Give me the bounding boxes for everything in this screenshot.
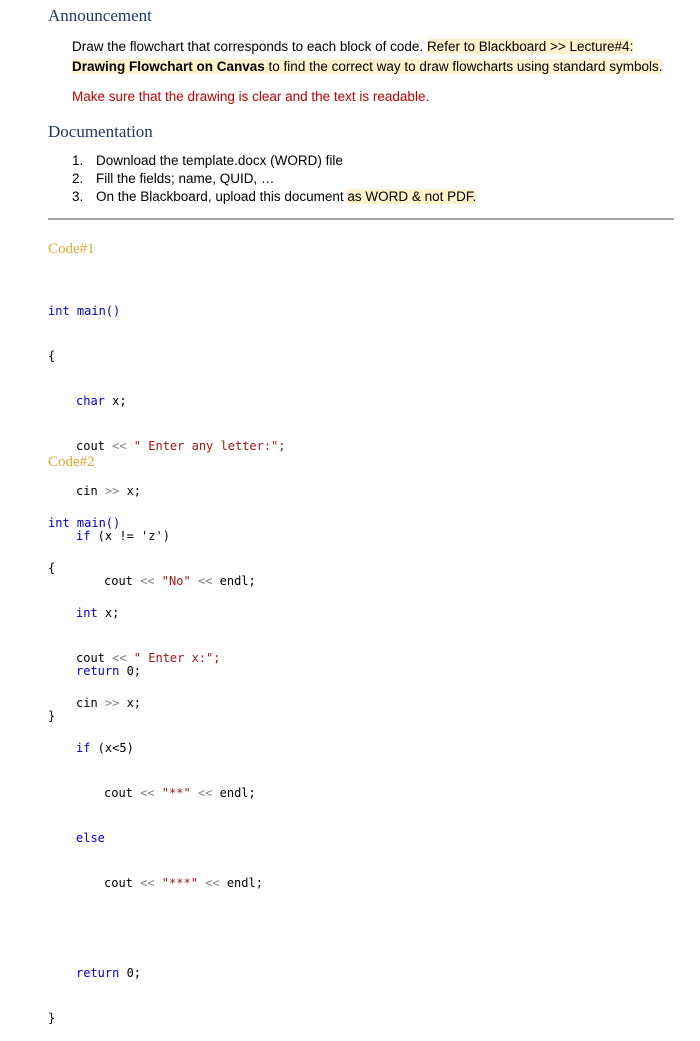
announcement-instructions: [72, 37, 662, 77]
code-operator: <<: [197, 786, 213, 800]
list-text: [96, 188, 476, 206]
code-string: " Enter any letter:";: [126, 439, 286, 453]
code-keyword: if: [76, 529, 91, 543]
section-divider: [48, 218, 674, 220]
code-line: [48, 606, 263, 621]
code-line: {: [48, 561, 56, 575]
code-keyword: return: [76, 966, 120, 980]
code-line: [48, 831, 263, 846]
code-line: [48, 439, 286, 454]
code-text: (x<5): [90, 741, 134, 755]
code-operator: <<: [112, 651, 127, 665]
code-operator: <<: [140, 876, 155, 890]
code-line: }: [48, 1011, 56, 1025]
code-keyword: char: [76, 394, 105, 408]
blackboard-reference: Refer to Blackboard >> Lecture#4:: [426, 39, 634, 54]
lecture-title: Drawing Flowchart on Canvas: [72, 59, 265, 74]
code-line: {: [48, 349, 56, 363]
code-line: [48, 966, 263, 981]
code-string: "**": [154, 786, 198, 800]
instruction-text: Draw the flowchart that corresponds to each block of code.: [72, 39, 427, 54]
code-operator: <<: [197, 574, 213, 588]
code-line: [48, 651, 263, 666]
code-line: [48, 786, 263, 801]
list-number: 3.: [72, 189, 84, 204]
code-text: x;: [104, 394, 127, 408]
list-item: [72, 188, 476, 206]
code-line: }: [48, 709, 56, 723]
code-string: "***": [154, 876, 206, 890]
list-item: [72, 170, 476, 188]
code-operator: >>: [104, 696, 120, 710]
code-line: [48, 394, 286, 409]
code-text: cin: [76, 484, 105, 498]
code-text: 0;: [119, 664, 142, 678]
code2-block: [48, 486, 263, 1041]
code-text: (x != 'z'): [90, 529, 170, 543]
code-text: x;: [119, 696, 142, 710]
code-keyword: else: [76, 831, 105, 845]
code-text: cin: [76, 696, 105, 710]
code-line: [48, 516, 263, 531]
code-text: cout: [76, 439, 113, 453]
code-text: cout: [76, 651, 113, 665]
code-line: [48, 741, 263, 756]
code-line: [48, 304, 286, 319]
code-text: x;: [119, 484, 142, 498]
word-not-pdf: as WORD & not PDF.: [347, 189, 477, 204]
code-string: "No": [154, 574, 198, 588]
documentation-list: [72, 152, 476, 206]
list-text-plain: On the Blackboard, upload this document: [96, 189, 348, 204]
list-number: 1.: [72, 153, 84, 168]
list-number: 2.: [72, 171, 84, 186]
blank-line: [48, 921, 263, 936]
code-keyword: if: [76, 741, 91, 755]
code-line: [48, 696, 263, 711]
code-text: endl;: [212, 574, 256, 588]
code2-title: Code#2: [48, 454, 95, 470]
list-text: Download the template.docx (WORD) file: [96, 153, 343, 168]
code-text: cout: [104, 574, 141, 588]
announcement-heading: Announcement: [48, 6, 152, 25]
code-text: endl;: [219, 876, 263, 890]
list-text: Fill the fields; name, QUID, …: [96, 171, 275, 186]
code-keyword: return: [76, 664, 120, 678]
list-item: [72, 152, 476, 170]
code1-title: Code#1: [48, 241, 95, 257]
code-operator: <<: [112, 439, 127, 453]
code-string: " Enter x:";: [126, 651, 221, 665]
code-keyword: int main(): [48, 304, 121, 318]
code-operator: <<: [205, 876, 220, 890]
code-line: [48, 876, 263, 891]
code-text: x;: [97, 606, 120, 620]
code-keyword: int main(): [48, 516, 121, 530]
code-keyword: int: [76, 606, 98, 620]
code-text: cout: [104, 876, 141, 890]
code-text: cout: [104, 786, 141, 800]
documentation-heading: Documentation: [48, 122, 153, 141]
code-operator: <<: [140, 574, 155, 588]
code-operator: <<: [140, 786, 155, 800]
instruction-text-rest: to find the correct way to draw flowcharts using standard symbols.: [264, 59, 663, 74]
code-text: endl;: [212, 786, 256, 800]
readability-note: Make sure that the drawing is clear and the text is readable.: [72, 89, 430, 104]
code-operator: >>: [104, 484, 120, 498]
code-text: 0;: [119, 966, 142, 980]
